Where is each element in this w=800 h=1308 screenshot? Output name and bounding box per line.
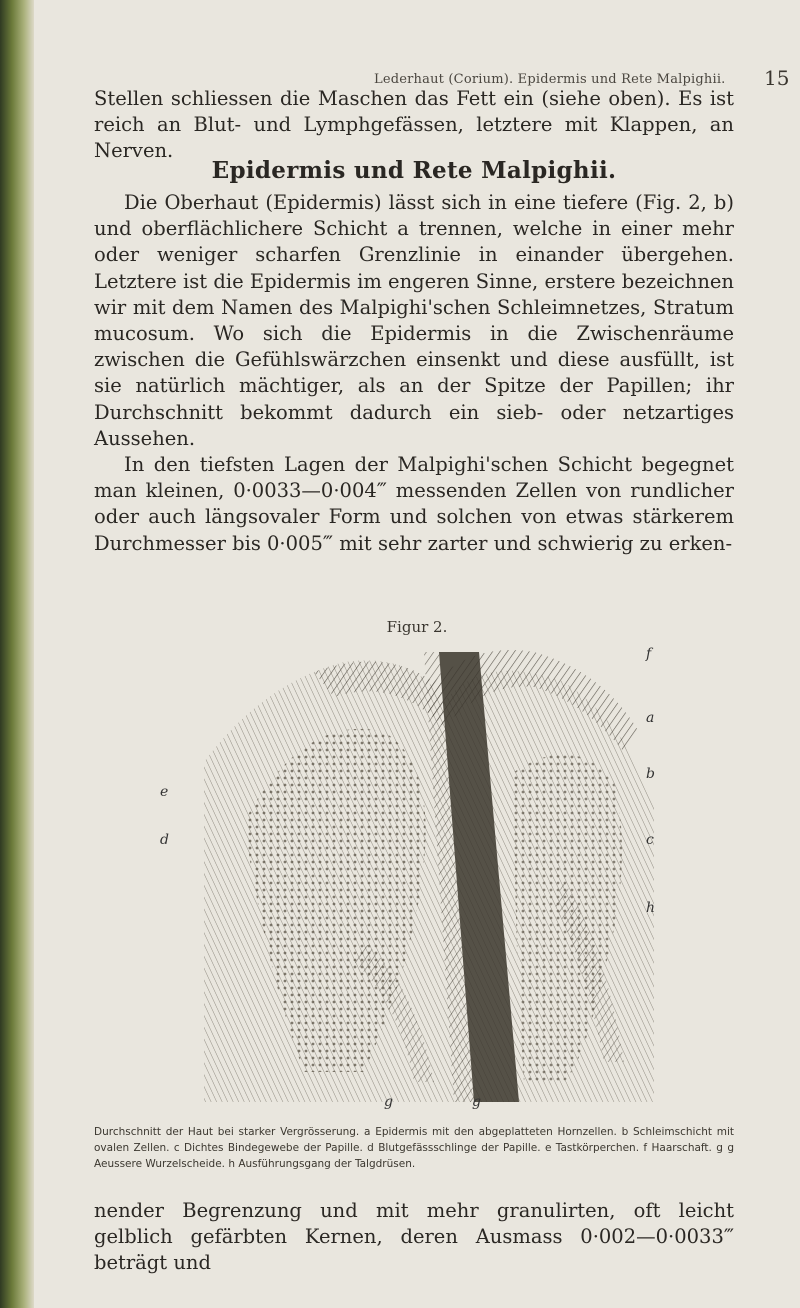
figure-letter-c: c: [646, 832, 654, 848]
section-heading: Epidermis und Rete Malpighii.: [211, 157, 617, 184]
continued-paragraph: nender Begrenzung und mit mehr granulirten, oft leicht gelblich gefärbten Kernen, deren Ausmass 0·002—0·0033‴ beträgt und: [94, 1199, 734, 1274]
intro-paragraph: [94, 86, 734, 165]
body-text: [94, 190, 734, 557]
figure-letter-e: e: [160, 784, 169, 800]
skin-cross-section-illustration: [184, 642, 674, 1112]
book-binding-edge: [0, 0, 34, 1308]
figure-letter-f: f: [646, 646, 652, 662]
figure-caption: Durchschnitt der Haut bei starker Vergrösserung. a Epidermis mit den abgeplatteten Hornzellen. b Schleimschicht mit ovalen Zellen. c Dichtes Bindegewebe der Papille. d Blutgefässschlinge der Papille. e Tastkörperchen. f Haarschaft. g g Aeussere Wurzelscheide. h Ausführungsgang der Talgdrüsen.: [94, 1126, 734, 1170]
paragraph-cells: In den tiefsten Lagen der Malpighi'schen Schicht begegnet man kleinen, 0·0033—0·004‴ messenden Zellen von rundlicher oder auch längsovaler Form und solchen von etwas stärkerem Durchmesser bis 0·005‴ mit sehr zarter und schwierig zu erken-: [94, 453, 734, 555]
figure-letter-d: d: [160, 832, 169, 848]
skin-cross-section-figure: [160, 642, 674, 1112]
figure-letter-h: h: [646, 900, 656, 916]
figure-letter-b: b: [646, 766, 655, 782]
running-head: Lederhaut (Corium). Epidermis und Rete Malpighii.: [374, 72, 726, 87]
figure-letter-g-right: g: [472, 1094, 481, 1110]
figure-letter-g-left: g: [384, 1094, 393, 1110]
figure-label: Figur 2.: [386, 618, 448, 636]
figure-letter-a: a: [646, 710, 655, 726]
page-number: 15: [764, 66, 790, 90]
paragraph-epidermis: Die Oberhaut (Epidermis) lässt sich in eine tiefere (Fig. 2, b) und oberflächlichere Schicht a trennen, welche in einer mehr oder weniger scharfen Grenzlinie in einander übergehen. Letztere ist die Epidermis im engeren Sinne, erstere bezeichnen wir mit dem Namen des Malpighi'schen Schleimnetzes, Stratum mucosum. Wo sich die Epidermis in die Zwischenräume zwischen die Gefühlswärzchen einsenkt und diese ausfüllt, ist sie natürlich mächtiger, als an der Spitze der Papillen; ihr Durchschnitt bekommt dadurch ein sieb- oder netzartiges Aussehen.: [94, 191, 734, 450]
book-page: [34, 0, 800, 1308]
intro-text: Stellen schliessen die Maschen das Fett ein (siehe oben). Es ist reich an Blut- und Lymphgefässen, letztere mit Klappen, an Nerven.: [94, 87, 734, 163]
